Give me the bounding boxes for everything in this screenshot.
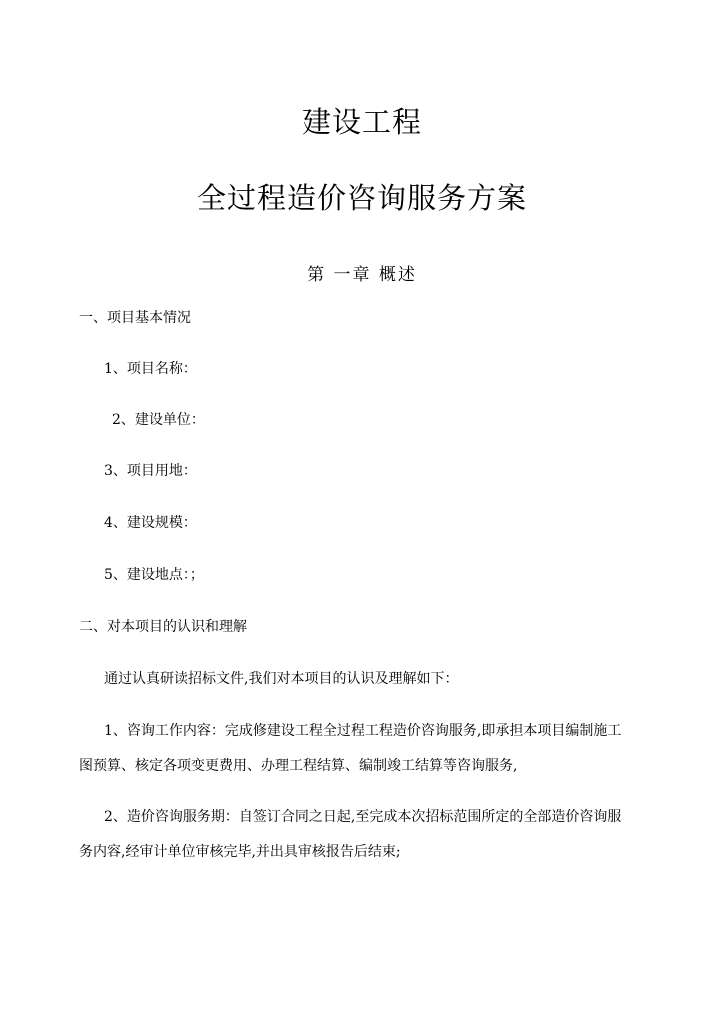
item-project-land: 3、项目用地：: [104, 463, 197, 479]
item-construction-location: 5、建设地点：；: [104, 567, 204, 583]
document-title: 建设工程: [301, 105, 422, 139]
paragraph-consulting-content-line1: 1、咨询工作内容：完成修建设工程全过程工程造价咨询服务,即承担本项目编制施工: [104, 723, 622, 739]
understanding-intro: 通过认真研读招标文件,我们对本项目的认识及理解如下：: [104, 671, 459, 687]
item-construction-scale: 4、建设规模：: [104, 515, 197, 531]
paragraph-service-period-line2: 务内容,经审计单位审核完毕,并出具审核报告后结束;: [79, 844, 401, 860]
document-subtitle: 全过程造价咨询服务方案: [196, 181, 527, 215]
chapter-heading: 第 一章 概述: [307, 265, 417, 285]
paragraph-service-period-line1: 2、造价咨询服务期：自签订合同之日起,至完成本次招标范围所定的全部造价咨询服: [104, 809, 622, 825]
item-project-name: 1、项目名称：: [104, 361, 197, 377]
item-construction-unit: 2、建设单位：: [112, 412, 205, 428]
paragraph-consulting-content-line2: 图预算、核定各项变更费用、办理工程结算、编制竣工结算等咨询服务,: [79, 758, 518, 774]
section-heading-understanding: 二、对本项目的认识和理解: [79, 619, 247, 635]
section-heading-project-info: 一、项目基本情况: [79, 310, 191, 326]
